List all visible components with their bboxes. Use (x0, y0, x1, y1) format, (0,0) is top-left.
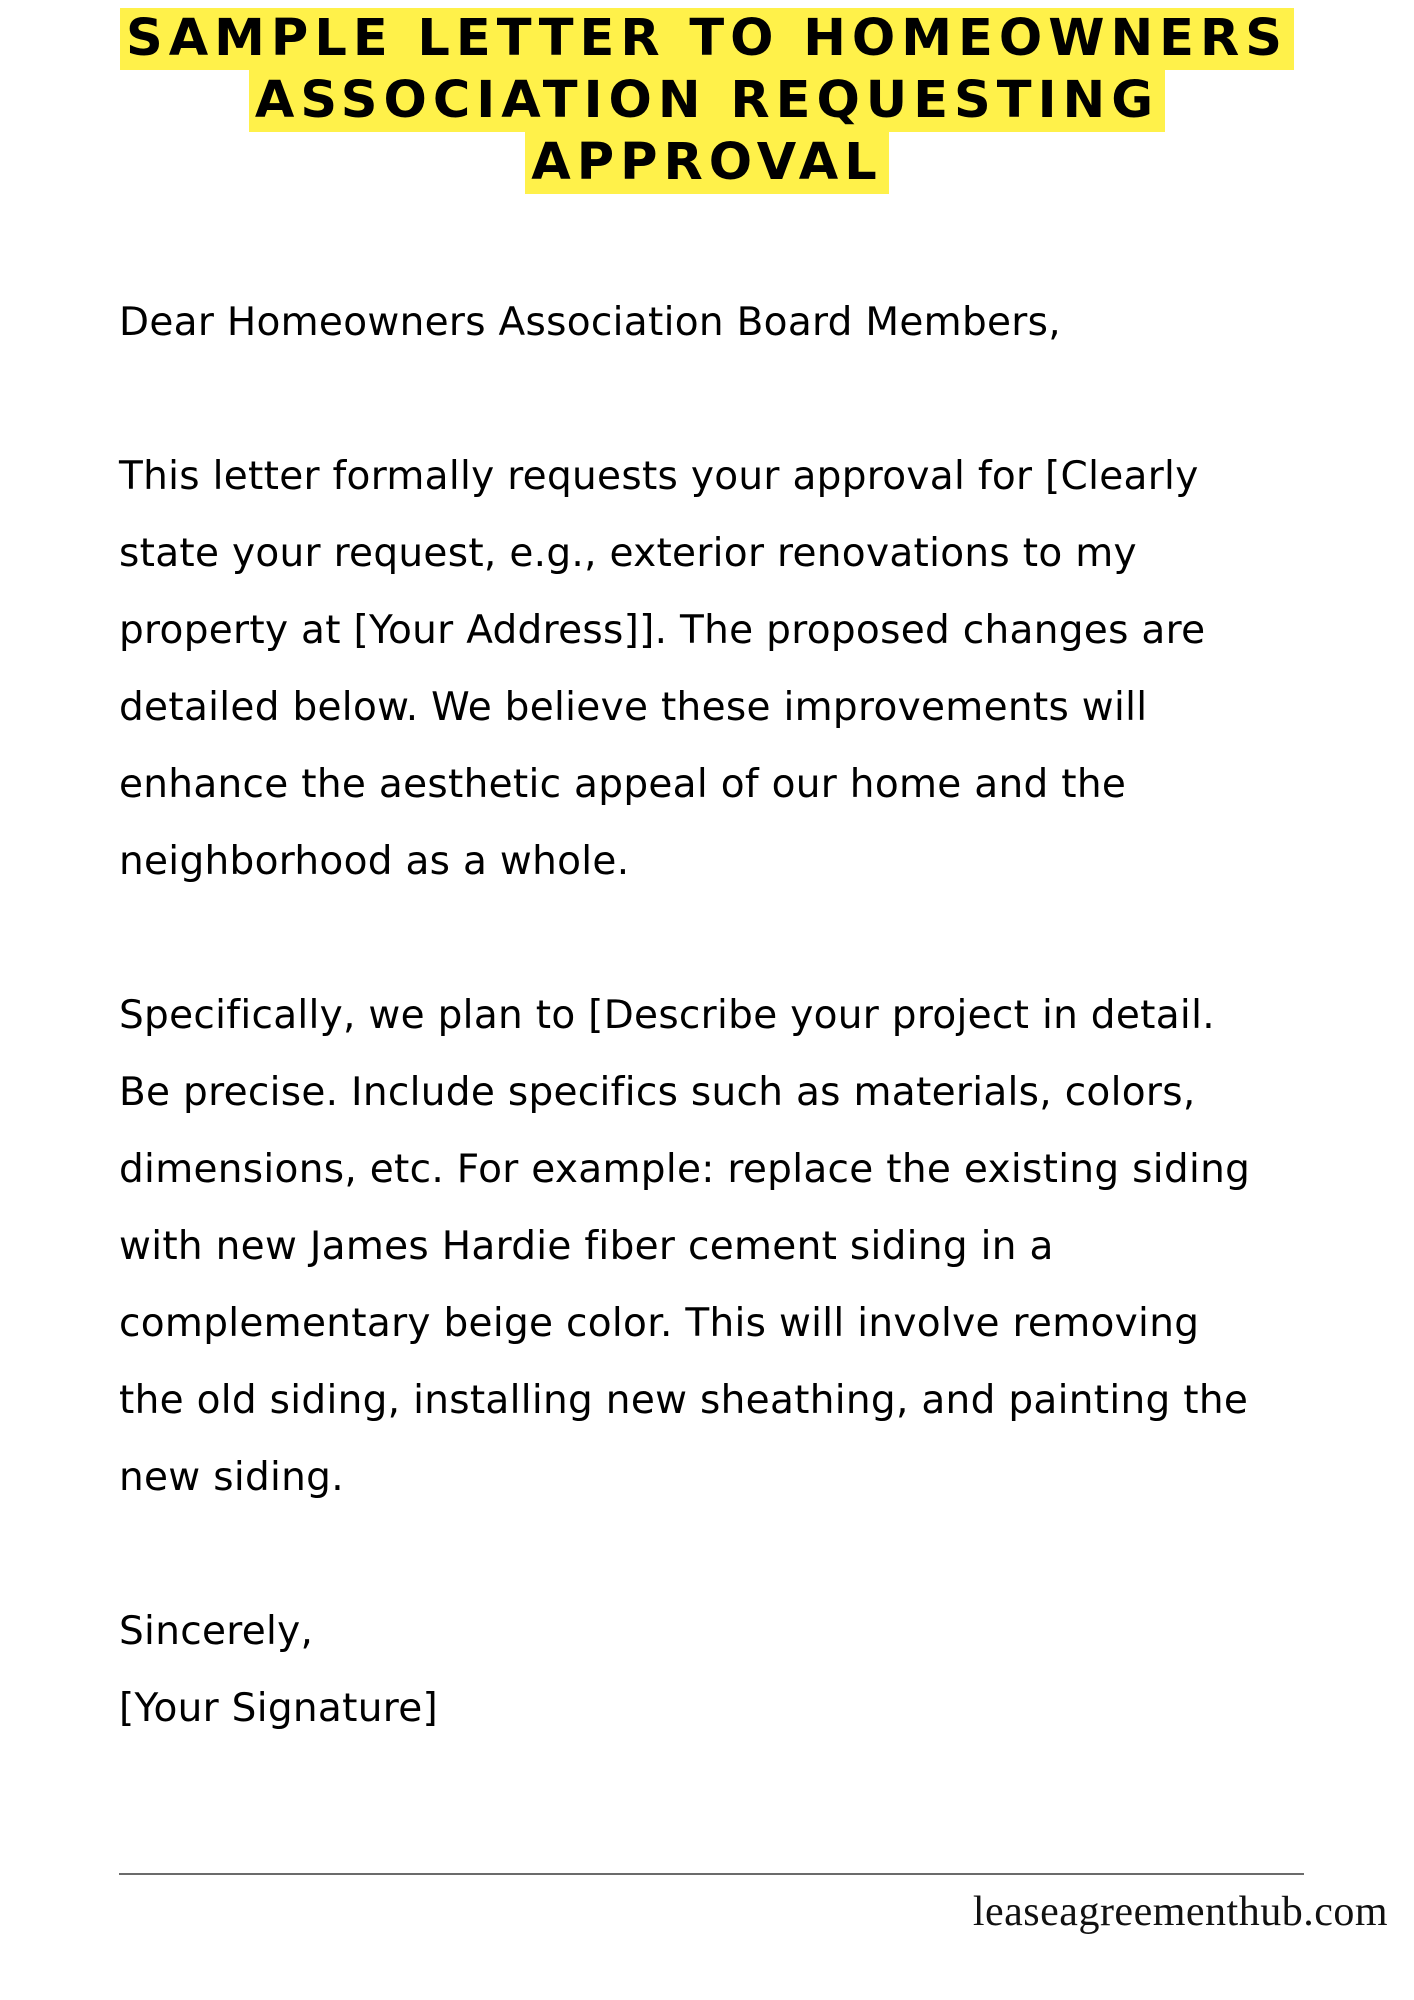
paragraph-line: enhance the aesthetic appeal of our home and the (119, 762, 1127, 807)
letter-body (119, 284, 1349, 1747)
paragraph-line: neighborhood as a whole. (119, 839, 630, 884)
closing: Sincerely, (119, 1609, 314, 1654)
paragraph-request (119, 438, 1349, 900)
paragraph-spacer (119, 361, 1349, 438)
paragraph-spacer (119, 1516, 1349, 1593)
paragraph-spacer (119, 900, 1349, 977)
paragraph-line: complementary beige color. This will involve removing (119, 1301, 1200, 1346)
paragraph-line: This letter formally requests your approval for [Clearly (119, 454, 1199, 499)
paragraph-line: property at [Your Address]]. The proposed changes are (119, 608, 1206, 653)
paragraph-line: new siding. (119, 1455, 344, 1500)
paragraph-line: the old siding, installing new sheathing, and painting the (119, 1378, 1249, 1423)
title-line-3: APPROVAL (525, 132, 888, 194)
website-watermark: leaseagreementhub.com (972, 1889, 1388, 1935)
salutation: Dear Homeowners Association Board Members, (119, 300, 1061, 345)
paragraph-line: with new James Hardie fiber cement siding in a (119, 1224, 1054, 1269)
paragraph-line: Specifically, we plan to [Describe your project in detail. (119, 993, 1215, 1038)
paragraph-line: Be precise. Include specifics such as materials, colors, (119, 1070, 1196, 1115)
title-line-2: ASSOCIATION REQUESTING (249, 70, 1165, 132)
paragraph-project-details (119, 977, 1349, 1516)
paragraph-line: detailed below. We believe these improvements will (119, 685, 1148, 730)
footer-divider (119, 1873, 1304, 1875)
paragraph-line: state your request, e.g., exterior renovations to my (119, 531, 1137, 576)
signature-placeholder: [Your Signature] (119, 1686, 439, 1731)
letter-title (0, 8, 1414, 194)
paragraph-line: dimensions, etc. For example: replace the existing siding (119, 1147, 1251, 1192)
title-line-1: SAMPLE LETTER TO HOMEOWNERS (120, 8, 1294, 70)
